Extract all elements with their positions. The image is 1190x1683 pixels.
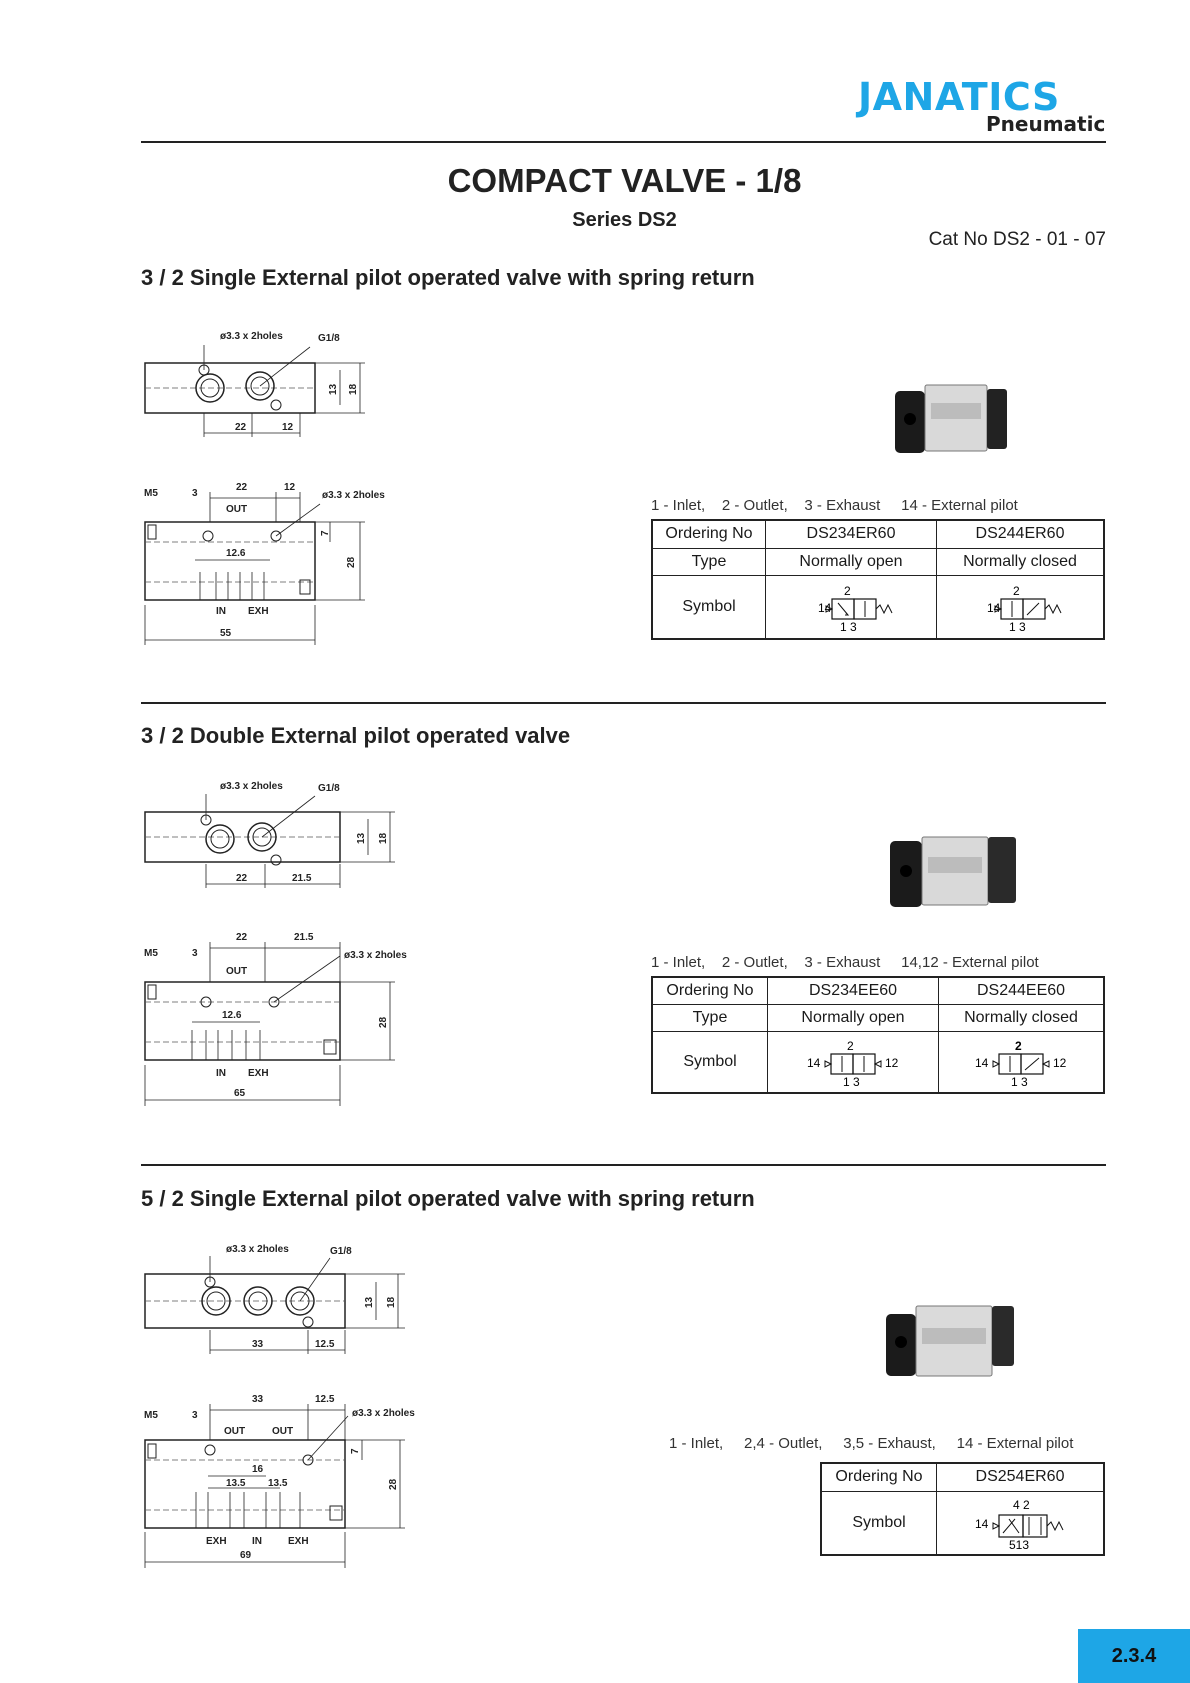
svg-text:2: 2 <box>844 583 851 598</box>
dim-w2: 21.5 <box>292 873 312 884</box>
dim-out: OUT <box>226 966 248 977</box>
dim-w2: 12 <box>284 482 296 493</box>
dim-w2: 21.5 <box>294 932 314 943</box>
ordering-code: DS244ER60 <box>937 520 1105 548</box>
dim-d135a: 13.5 <box>226 1478 246 1489</box>
svg-text:12: 12 <box>1053 1055 1067 1070</box>
dim-len: 69 <box>240 1550 252 1561</box>
dim-m5: M5 <box>144 488 158 499</box>
dim-port: G1/8 <box>318 783 340 794</box>
svg-text:1 3: 1 3 <box>1011 1074 1028 1088</box>
ordering-code: DS244EE60 <box>939 977 1105 1004</box>
brand-logo: JANATICS <box>858 75 1060 119</box>
port-legend-1: 1 - Inlet, 2 - Outlet, 3 - Exhaust 14 - External pilot <box>651 497 1018 514</box>
row-symbol-label: Symbol <box>821 1491 937 1555</box>
top-view-drawing-3 <box>140 1240 420 1360</box>
dim-port: G1/8 <box>318 333 340 344</box>
svg-text:513: 513 <box>1009 1537 1030 1551</box>
ordering-code: DS234ER60 <box>766 520 937 548</box>
row-symbol-label: Symbol <box>652 575 766 639</box>
dim-h13: 13 <box>356 832 367 844</box>
dim-exh: EXH <box>248 606 269 617</box>
dim-h13: 13 <box>364 1296 375 1308</box>
dim-exh: EXH <box>248 1068 269 1079</box>
dim-w2: 12.5 <box>315 1339 335 1350</box>
valve-symbol-cell <box>768 1031 939 1093</box>
dim-holes: ø3.3 x 2holes <box>220 331 283 342</box>
dim-w1: 22 <box>236 932 248 943</box>
row-ordering-label: Ordering No <box>652 520 766 548</box>
valve-photo-3 <box>886 1300 1021 1390</box>
valve-photo-1 <box>895 383 1015 468</box>
series-label: Series DS2 <box>572 209 677 231</box>
valve-symbol-cell <box>937 575 1105 639</box>
dim-d126: 12.6 <box>222 1010 242 1021</box>
top-view-drawing-2 <box>140 776 410 896</box>
valve-symbol-cell <box>939 1031 1105 1093</box>
svg-text:14: 14 <box>975 1055 989 1070</box>
dim-d135b: 13.5 <box>268 1478 288 1489</box>
dim-w1: 22 <box>236 873 248 884</box>
spec-table-2 <box>651 976 1105 1094</box>
spec-table-3 <box>820 1462 1105 1556</box>
dim-h18: 18 <box>378 832 389 844</box>
dim-h28: 28 <box>378 1016 389 1028</box>
dim-len: 65 <box>234 1088 246 1099</box>
pneumatic-symbol-icon <box>965 1495 1075 1551</box>
svg-text:2: 2 <box>847 1038 854 1053</box>
spec-table-1 <box>651 519 1105 640</box>
dim-holes: ø3.3 x 2holes <box>226 1244 289 1255</box>
svg-text:1 3: 1 3 <box>840 619 857 633</box>
dim-w1: 33 <box>252 1394 264 1405</box>
dim-exh2: EXH <box>288 1536 309 1547</box>
dim-d7: 7 <box>350 1448 361 1454</box>
valve-type: Normally closed <box>937 548 1105 575</box>
row-type-label: Type <box>652 1004 768 1031</box>
dim-exh1: EXH <box>206 1536 227 1547</box>
dim-holes: ø3.3 x 2holes <box>344 950 407 961</box>
top-view-drawing-1 <box>140 325 390 445</box>
dim-m5: M5 <box>144 948 158 959</box>
dim-w2: 12 <box>282 422 294 433</box>
page-title: COMPACT VALVE - 1/8 <box>447 162 802 199</box>
header-divider <box>141 141 1106 143</box>
page-number: 2.3.4 <box>1111 1645 1157 1667</box>
row-symbol-label: Symbol <box>652 1031 768 1093</box>
dim-in: IN <box>252 1536 262 1547</box>
svg-text:14: 14 <box>807 1055 821 1070</box>
section-divider <box>141 1164 1106 1166</box>
dim-w2: 12.5 <box>315 1394 335 1405</box>
svg-text:1 3: 1 3 <box>1009 619 1026 633</box>
front-view-drawing-1 <box>140 480 400 650</box>
svg-text:2: 2 <box>1013 583 1020 598</box>
row-ordering-label: Ordering No <box>821 1463 937 1491</box>
dim-port: G1/8 <box>330 1246 352 1257</box>
front-view-drawing-3 <box>140 1392 440 1572</box>
valve-type: Normally open <box>766 548 937 575</box>
catalog-number: Cat No DS2 - 01 - 07 <box>928 229 1106 250</box>
dim-w1: 22 <box>236 482 248 493</box>
section-divider <box>141 702 1106 704</box>
dim-out: OUT <box>226 504 248 515</box>
dim-m5: M5 <box>144 1410 158 1421</box>
dim-h18: 18 <box>386 1296 397 1308</box>
row-ordering-label: Ordering No <box>652 977 768 1004</box>
svg-text:14: 14 <box>975 1516 989 1531</box>
svg-text:4 2: 4 2 <box>1013 1497 1030 1512</box>
row-type-label: Type <box>652 548 766 575</box>
dim-h18: 18 <box>348 383 359 395</box>
dim-len: 55 <box>220 628 232 639</box>
dim-d7: 7 <box>320 530 331 536</box>
brand-subtitle: Pneumatic <box>986 112 1106 136</box>
pneumatic-symbol-icon <box>793 1036 913 1088</box>
svg-text:14: 14 <box>987 600 1001 615</box>
dim-w1: 33 <box>252 1339 264 1350</box>
section-title-1: 3 / 2 Single External pilot operated valve with spring return <box>141 265 755 290</box>
svg-text:2: 2 <box>1015 1038 1022 1053</box>
dim-d16: 16 <box>252 1464 264 1475</box>
valve-symbol-cell <box>766 575 937 639</box>
pneumatic-symbol-icon <box>965 581 1075 633</box>
front-view-drawing-2 <box>140 930 430 1110</box>
ordering-code: DS254ER60 <box>937 1463 1105 1491</box>
dim-h28: 28 <box>388 1478 399 1490</box>
svg-text:14: 14 <box>818 600 832 615</box>
valve-photo-2 <box>890 833 1020 923</box>
valve-symbol-cell <box>937 1491 1105 1555</box>
dim-holes: ø3.3 x 2holes <box>352 1408 415 1419</box>
dim-w1: 22 <box>235 422 247 433</box>
pneumatic-symbol-icon <box>961 1036 1081 1088</box>
section-title-3: 5 / 2 Single External pilot operated valve with spring return <box>141 1186 755 1211</box>
dim-holes: ø3.3 x 2holes <box>220 781 283 792</box>
pneumatic-symbol-icon <box>796 581 906 633</box>
svg-text:12: 12 <box>885 1055 899 1070</box>
dim-in: IN <box>216 606 226 617</box>
ordering-code: DS234EE60 <box>768 977 939 1004</box>
svg-text:1 3: 1 3 <box>843 1074 860 1088</box>
dim-d3: 3 <box>192 488 198 499</box>
valve-type: Normally open <box>768 1004 939 1031</box>
dim-h13: 13 <box>328 383 339 395</box>
dim-d126: 12.6 <box>226 548 246 559</box>
dim-d3: 3 <box>192 948 198 959</box>
dim-h28: 28 <box>346 556 357 568</box>
port-legend-3: 1 - Inlet, 2,4 - Outlet, 3,5 - Exhaust, 14 - External pilot <box>669 1435 1074 1452</box>
dim-out1: OUT <box>224 1426 246 1437</box>
section-title-2: 3 / 2 Double External pilot operated valve <box>141 723 571 748</box>
dim-in: IN <box>216 1068 226 1079</box>
port-legend-2: 1 - Inlet, 2 - Outlet, 3 - Exhaust 14,12 - External pilot <box>651 954 1039 971</box>
dim-holes: ø3.3 x 2holes <box>322 490 385 501</box>
dim-out2: OUT <box>272 1426 294 1437</box>
valve-type: Normally closed <box>939 1004 1105 1031</box>
dim-d3: 3 <box>192 1410 198 1421</box>
